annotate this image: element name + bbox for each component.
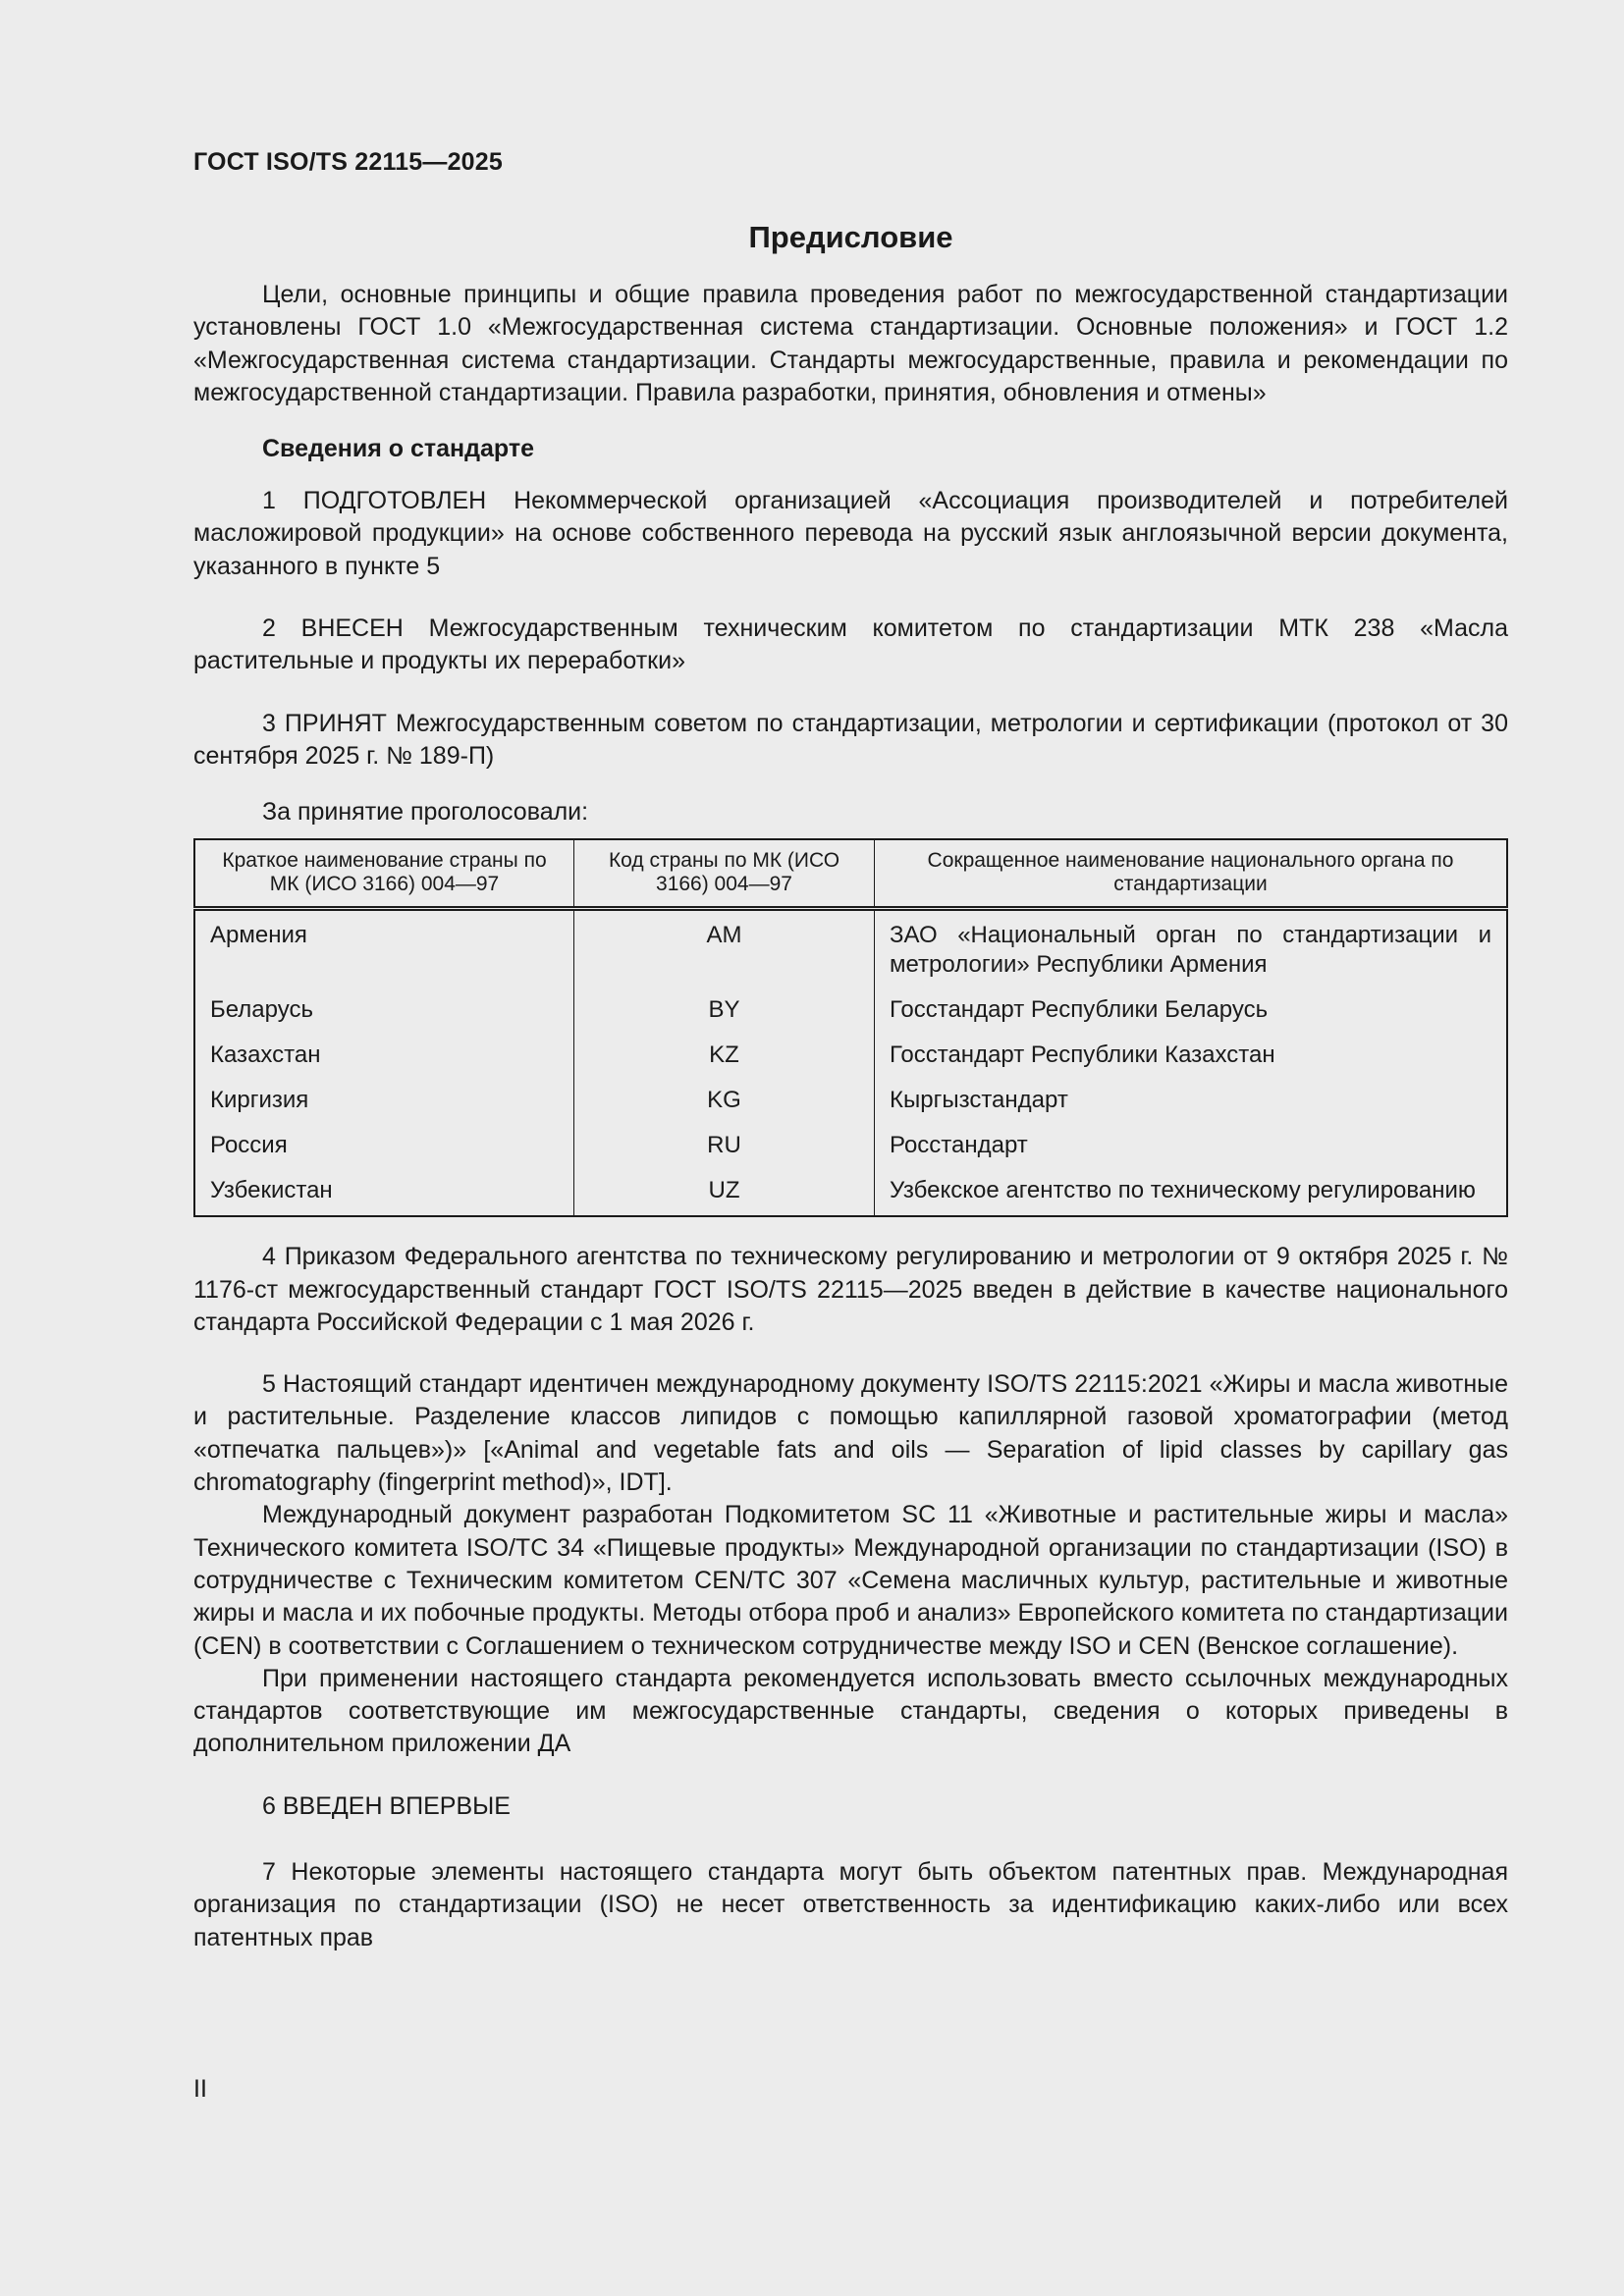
organization-cell: ЗАО «Национальный орган по стандартизации и метрологии» Республики Армения xyxy=(890,922,1491,979)
table-header-row xyxy=(194,839,1507,909)
code-cell: UZ xyxy=(574,1169,875,1216)
table-row xyxy=(194,1124,1507,1169)
table-row xyxy=(194,1079,1507,1124)
item-5-application-note: При применении настоящего стандарта рекомендуется использовать вместо ссылочных международных стандартов соответствующие им межгосударственные стандарты, сведения о которых приведены в дополнительном приложении ДА xyxy=(193,1664,1508,1758)
code-cell: BY xyxy=(574,988,875,1034)
item-2-submitted: 2 ВНЕСЕН Межгосударственным техническим комитетом по стандартизации МТК 238 «Масла растительные и продукты их переработки» xyxy=(193,614,1508,675)
table-header-code: Код страны по МК (ИСО 3166) 004—97 xyxy=(574,839,875,909)
table-row xyxy=(194,1034,1507,1079)
voting-countries-table xyxy=(193,838,1508,1217)
item-1-prepared: 1 ПОДГОТОВЛЕН Некоммерческой организацией «Ассоциация производителей и потребителей масложировой продукции» на основе собственного перевода на русский язык англоязычной версии документа, указанного в пункте 5 xyxy=(193,487,1508,580)
item-4-order: 4 Приказом Федерального агентства по техническому регулированию и метрологии от 9 октября 2025 г. № 1176-ст межгосударственный стандарт ГОСТ ISO/TS 22115—2025 введен в действие в качестве национального стандарта Российской Федерации с 1 мая 2026 г. xyxy=(193,1243,1508,1336)
vote-label: За принятие проголосовали: xyxy=(262,798,589,827)
table-row xyxy=(194,988,1507,1034)
organization-cell: Кыргызстандарт xyxy=(890,1087,1068,1114)
country-cell: Россия xyxy=(194,1124,574,1169)
item-6-first-introduced: 6 ВВЕДЕН ВПЕРВЫЕ xyxy=(262,1791,511,1820)
document-page xyxy=(193,145,1508,1954)
item-5-developer-note: Международный документ разработан Подкомитетом SC 11 «Животные и растительные жиры и масла» Технического комитета ISO/TC 34 «Пищевые продукты» Международной организации по стандартизации (ISO) в сотрудничестве с Техническим комитетом CEN/TC 307 «Семена масличных культур, растительные и животные жиры и масла и их побочные продукты. Методы отбора проб и анализ» Европейского комитета по стандартизации (CEN) в соответствии с Соглашением о техническом сотрудничестве между ISO и CEN (Венское соглашение). xyxy=(193,1501,1508,1660)
country-cell: Беларусь xyxy=(194,988,574,1034)
item-5-identity: 5 Настоящий стандарт идентичен международному документу ISO/TS 22115:2021 «Жиры и масла животные и растительные. Разделение классов липидов с помощью капиллярной газовой хроматографии (метод «отпечатка пальцев»)» [«Animal and vegetable fats and oils — Separation of lipid classes by capillary gas chromatography (fingerprint method)», IDT]. xyxy=(193,1370,1508,1497)
section-heading: Сведения о стандарте xyxy=(262,435,535,463)
organization-cell: Госстандарт Республики Казахстан xyxy=(890,1041,1275,1069)
country-cell: Армения xyxy=(194,909,574,989)
organization-cell: Госстандарт Республики Беларусь xyxy=(890,996,1269,1024)
code-cell: AM xyxy=(574,909,875,989)
table-header-country: Краткое наименование страны по МК (ИСО 3166) 004—97 xyxy=(194,839,574,909)
organization-cell: Росстандарт xyxy=(890,1132,1028,1159)
table-row xyxy=(194,909,1507,989)
document-code: ГОСТ ISO/TS 22115—2025 xyxy=(193,148,503,176)
code-cell: KG xyxy=(574,1079,875,1124)
intro-paragraph: Цели, основные принципы и общие правила проведения работ по межгосударственной стандартизации установлены ГОСТ 1.0 «Межгосударственная система стандартизации. Основные положения» и ГОСТ 1.2 «Межгосударственная система стандартизации. Стандарты межгосударственные, правила и рекомендации по межгосударственной стандартизации. Правила разработки, принятия, обновления и отмены» xyxy=(193,281,1508,406)
code-cell: KZ xyxy=(574,1034,875,1079)
country-cell: Узбекистан xyxy=(194,1169,574,1216)
table-row xyxy=(194,1169,1507,1216)
item-7-patent-rights: 7 Некоторые элементы настоящего стандарта могут быть объектом патентных прав. Международная организация по стандартизации (ISO) не несет ответственность за идентификацию каких-либо или всех патентных прав xyxy=(193,1858,1508,1951)
item-3-adopted: 3 ПРИНЯТ Межгосударственным советом по стандартизации, метрологии и сертификации (протокол от 30 сентября 2025 г. № 189-П) xyxy=(193,709,1508,770)
page-title: Предисловие xyxy=(748,220,953,254)
country-cell: Киргизия xyxy=(194,1079,574,1124)
code-cell: RU xyxy=(574,1124,875,1169)
country-cell: Казахстан xyxy=(194,1034,574,1079)
page-number: II xyxy=(193,2075,207,2103)
table-header-organization: Сокращенное наименование национального органа по стандартизации xyxy=(875,839,1508,909)
organization-cell: Узбекское агентство по техническому регулированию xyxy=(890,1177,1476,1204)
